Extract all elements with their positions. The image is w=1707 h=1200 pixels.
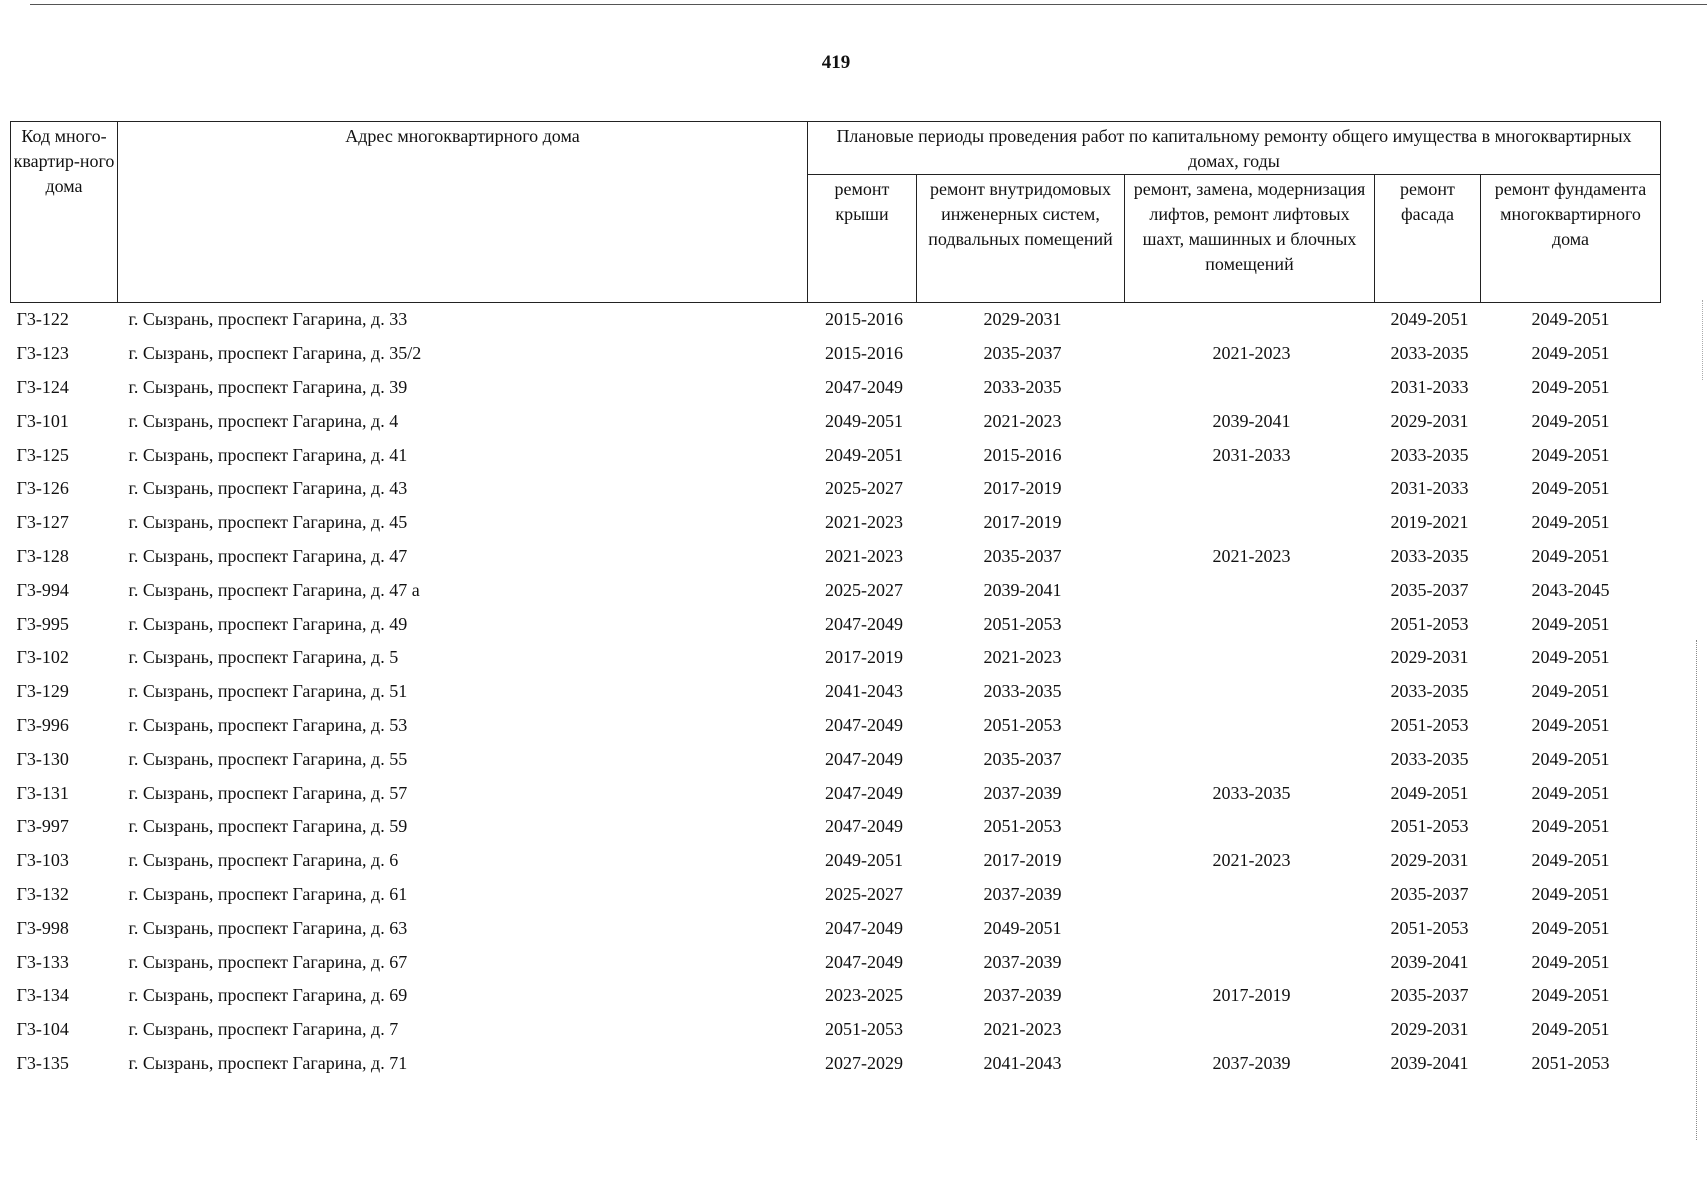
cell-foundation: 2049-2051 <box>1531 545 1610 566</box>
cell-code: Г3-131 <box>16 782 69 803</box>
table-row <box>11 438 1661 472</box>
cell-address: г. Сызрань, проспект Гагарина, д. 47 а <box>128 579 420 600</box>
cell-roof: 2027-2029 <box>825 1052 903 1073</box>
cell-lifts <box>1125 573 1375 607</box>
table-row <box>11 1013 1661 1047</box>
cell-facade: 2049-2051 <box>1390 782 1469 803</box>
cell-lifts <box>1125 675 1375 709</box>
table-row <box>11 303 1661 337</box>
cell-roof: 2049-2051 <box>825 410 903 431</box>
cell-lifts <box>1125 945 1375 979</box>
table-row <box>11 675 1661 709</box>
cell-code: Г3-130 <box>16 748 69 769</box>
cell-code: Г3-133 <box>16 951 69 972</box>
cell-roof: 2015-2016 <box>825 309 903 330</box>
cell-address: г. Сызрань, проспект Гагарина, д. 59 <box>128 816 408 837</box>
cell-foundation: 2049-2051 <box>1531 444 1610 465</box>
cell-facade: 2035-2037 <box>1390 985 1469 1006</box>
table-row <box>11 337 1661 371</box>
header-address: Адрес многоквартирного дома <box>118 122 808 303</box>
cell-code: Г3-997 <box>16 816 69 837</box>
table-row <box>11 371 1661 405</box>
cell-code: Г3-123 <box>16 343 69 364</box>
cell-code: Г3-101 <box>16 410 69 431</box>
cell-lifts <box>1125 810 1375 844</box>
cell-address: г. Сызрань, проспект Гагарина, д. 35/2 <box>128 343 422 364</box>
cell-foundation: 2049-2051 <box>1531 748 1610 769</box>
cell-foundation: 2049-2051 <box>1531 816 1610 837</box>
top-rule <box>30 4 1707 5</box>
cell-systems: 2017-2019 <box>983 512 1062 533</box>
cell-lifts <box>1125 607 1375 641</box>
cell-facade: 2051-2053 <box>1390 714 1469 735</box>
table-row <box>11 540 1661 574</box>
cell-lifts <box>1125 742 1375 776</box>
cell-lifts: 2021-2023 <box>1212 545 1291 566</box>
cell-lifts: 2039-2041 <box>1212 410 1291 431</box>
cell-facade: 2035-2037 <box>1390 883 1469 904</box>
cell-lifts: 2017-2019 <box>1212 985 1291 1006</box>
cell-systems: 2037-2039 <box>983 985 1062 1006</box>
table-row <box>11 472 1661 506</box>
cell-systems: 2051-2053 <box>983 714 1062 735</box>
cell-systems: 2051-2053 <box>983 613 1062 634</box>
cell-lifts: 2033-2035 <box>1212 782 1291 803</box>
cell-foundation: 2049-2051 <box>1531 343 1610 364</box>
cell-facade: 2039-2041 <box>1390 1052 1469 1073</box>
cell-roof: 2021-2023 <box>825 545 903 566</box>
cell-facade: 2029-2031 <box>1390 410 1469 431</box>
table-row <box>11 945 1661 979</box>
header-lifts: ремонт, замена, модернизация лифтов, ремонт лифтовых шахт, машинных и блочных помещений <box>1125 175 1375 303</box>
cell-roof: 2023-2025 <box>825 985 903 1006</box>
cell-systems: 2021-2023 <box>983 647 1062 668</box>
cell-address: г. Сызрань, проспект Гагарина, д. 71 <box>128 1052 408 1073</box>
cell-facade: 2019-2021 <box>1390 512 1469 533</box>
cell-code: Г3-126 <box>16 478 69 499</box>
table-row <box>11 979 1661 1013</box>
table-row <box>11 742 1661 776</box>
cell-facade: 2035-2037 <box>1390 579 1469 600</box>
cell-roof: 2049-2051 <box>825 850 903 871</box>
cell-roof: 2025-2027 <box>825 883 903 904</box>
cell-foundation: 2051-2053 <box>1531 1052 1610 1073</box>
cell-roof: 2047-2049 <box>825 714 903 735</box>
cell-code: Г3-129 <box>16 681 69 702</box>
cell-code: Г3-104 <box>16 1019 69 1040</box>
cell-lifts: 2021-2023 <box>1212 850 1291 871</box>
cell-address: г. Сызрань, проспект Гагарина, д. 45 <box>128 512 408 533</box>
cell-foundation: 2049-2051 <box>1531 376 1610 397</box>
cell-address: г. Сызрань, проспект Гагарина, д. 4 <box>128 410 399 431</box>
repair-schedule-table <box>10 121 1661 1080</box>
table-body <box>11 303 1661 1081</box>
header-code: Код много-квартир-ного дома <box>11 122 118 303</box>
cell-code: Г3-135 <box>16 1052 69 1073</box>
cell-roof: 2047-2049 <box>825 951 903 972</box>
cell-systems: 2037-2039 <box>983 883 1062 904</box>
cell-address: г. Сызрань, проспект Гагарина, д. 57 <box>128 782 408 803</box>
cell-foundation: 2049-2051 <box>1531 512 1610 533</box>
table-row <box>11 911 1661 945</box>
cell-lifts <box>1125 506 1375 540</box>
cell-foundation: 2049-2051 <box>1531 309 1610 330</box>
cell-address: г. Сызрань, проспект Гагарина, д. 6 <box>128 850 399 871</box>
cell-roof: 2025-2027 <box>825 579 903 600</box>
cell-systems: 2021-2023 <box>983 410 1062 431</box>
cell-systems: 2017-2019 <box>983 850 1062 871</box>
cell-address: г. Сызрань, проспект Гагарина, д. 61 <box>128 883 408 904</box>
cell-roof: 2051-2053 <box>825 1019 903 1040</box>
cell-address: г. Сызрань, проспект Гагарина, д. 63 <box>128 917 408 938</box>
table-header <box>11 122 1661 303</box>
header-systems: ремонт внутридомовых инженерных систем, подвальных помещений <box>917 175 1125 303</box>
table-row <box>11 607 1661 641</box>
cell-address: г. Сызрань, проспект Гагарина, д. 51 <box>128 681 408 702</box>
cell-code: Г3-124 <box>16 376 69 397</box>
cell-facade: 2031-2033 <box>1390 376 1469 397</box>
cell-facade: 2051-2053 <box>1390 613 1469 634</box>
cell-facade: 2049-2051 <box>1390 309 1469 330</box>
cell-code: Г3-998 <box>16 917 69 938</box>
table-row <box>11 709 1661 743</box>
cell-address: г. Сызрань, проспект Гагарина, д. 69 <box>128 985 408 1006</box>
cell-foundation: 2049-2051 <box>1531 410 1610 431</box>
cell-code: Г3-132 <box>16 883 69 904</box>
cell-roof: 2017-2019 <box>825 647 903 668</box>
cell-foundation: 2049-2051 <box>1531 883 1610 904</box>
cell-lifts <box>1125 911 1375 945</box>
cell-systems: 2035-2037 <box>983 545 1062 566</box>
cell-roof: 2047-2049 <box>825 376 903 397</box>
cell-foundation: 2049-2051 <box>1531 917 1610 938</box>
cell-systems: 2037-2039 <box>983 782 1062 803</box>
cell-address: г. Сызрань, проспект Гагарина, д. 53 <box>128 714 408 735</box>
table-row <box>11 573 1661 607</box>
cell-address: г. Сызрань, проспект Гагарина, д. 43 <box>128 478 408 499</box>
cell-systems: 2039-2041 <box>983 579 1062 600</box>
cell-systems: 2037-2039 <box>983 951 1062 972</box>
cell-lifts <box>1125 371 1375 405</box>
header-foundation: ремонт фундамента многоквартирного дома <box>1481 175 1661 303</box>
cell-code: Г3-128 <box>16 545 69 566</box>
cell-systems: 2035-2037 <box>983 748 1062 769</box>
cell-systems: 2051-2053 <box>983 816 1062 837</box>
cell-roof: 2047-2049 <box>825 748 903 769</box>
cell-code: Г3-994 <box>16 579 69 600</box>
cell-lifts: 2037-2039 <box>1212 1052 1291 1073</box>
cell-roof: 2021-2023 <box>825 512 903 533</box>
cell-roof: 2015-2016 <box>825 343 903 364</box>
cell-facade: 2051-2053 <box>1390 816 1469 837</box>
scan-edge-mark <box>1702 300 1703 380</box>
cell-code: Г3-102 <box>16 647 69 668</box>
cell-facade: 2029-2031 <box>1390 1019 1469 1040</box>
cell-lifts <box>1125 303 1375 337</box>
cell-systems: 2015-2016 <box>983 444 1062 465</box>
cell-systems: 2049-2051 <box>983 917 1062 938</box>
cell-roof: 2047-2049 <box>825 782 903 803</box>
cell-roof: 2041-2043 <box>825 681 903 702</box>
cell-systems: 2035-2037 <box>983 343 1062 364</box>
cell-code: Г3-127 <box>16 512 69 533</box>
cell-address: г. Сызрань, проспект Гагарина, д. 39 <box>128 376 408 397</box>
cell-address: г. Сызрань, проспект Гагарина, д. 5 <box>128 647 399 668</box>
cell-systems: 2029-2031 <box>983 309 1062 330</box>
cell-address: г. Сызрань, проспект Гагарина, д. 33 <box>128 309 408 330</box>
cell-address: г. Сызрань, проспект Гагарина, д. 47 <box>128 545 408 566</box>
cell-roof: 2047-2049 <box>825 816 903 837</box>
cell-facade: 2033-2035 <box>1390 444 1469 465</box>
cell-code: Г3-125 <box>16 444 69 465</box>
cell-foundation: 2049-2051 <box>1531 985 1610 1006</box>
cell-address: г. Сызрань, проспект Гагарина, д. 41 <box>128 444 408 465</box>
table-row <box>11 776 1661 810</box>
table-row <box>11 506 1661 540</box>
cell-facade: 2033-2035 <box>1390 681 1469 702</box>
cell-facade: 2033-2035 <box>1390 545 1469 566</box>
cell-systems: 2033-2035 <box>983 681 1062 702</box>
cell-foundation: 2049-2051 <box>1531 850 1610 871</box>
cell-facade: 2029-2031 <box>1390 850 1469 871</box>
cell-lifts: 2021-2023 <box>1212 343 1291 364</box>
cell-code: Г3-134 <box>16 985 69 1006</box>
cell-roof: 2049-2051 <box>825 444 903 465</box>
cell-address: г. Сызрань, проспект Гагарина, д. 55 <box>128 748 408 769</box>
cell-lifts <box>1125 641 1375 675</box>
cell-roof: 2047-2049 <box>825 917 903 938</box>
header-facade: ремонт фасада <box>1375 175 1481 303</box>
table-row <box>11 641 1661 675</box>
cell-facade: 2033-2035 <box>1390 748 1469 769</box>
table-row <box>11 810 1661 844</box>
cell-systems: 2041-2043 <box>983 1052 1062 1073</box>
cell-facade: 2029-2031 <box>1390 647 1469 668</box>
cell-roof: 2025-2027 <box>825 478 903 499</box>
table-row <box>11 1047 1661 1081</box>
cell-foundation: 2049-2051 <box>1531 714 1610 735</box>
cell-lifts: 2031-2033 <box>1212 444 1291 465</box>
cell-systems: 2033-2035 <box>983 376 1062 397</box>
cell-foundation: 2049-2051 <box>1531 647 1610 668</box>
cell-address: г. Сызрань, проспект Гагарина, д. 67 <box>128 951 408 972</box>
cell-code: Г3-996 <box>16 714 69 735</box>
cell-roof: 2047-2049 <box>825 613 903 634</box>
cell-address: г. Сызрань, проспект Гагарина, д. 49 <box>128 613 408 634</box>
cell-code: Г3-103 <box>16 850 69 871</box>
cell-address: г. Сызрань, проспект Гагарина, д. 7 <box>128 1019 399 1040</box>
cell-facade: 2051-2053 <box>1390 917 1469 938</box>
header-roof: ремонт крыши <box>808 175 917 303</box>
cell-foundation: 2049-2051 <box>1531 478 1610 499</box>
scan-edge-mark <box>1696 640 1697 1140</box>
cell-foundation: 2049-2051 <box>1531 613 1610 634</box>
header-periods: Плановые периоды проведения работ по капитальному ремонту общего имущества в многоквартирных домах, годы <box>808 122 1661 175</box>
cell-lifts <box>1125 709 1375 743</box>
table-row <box>11 878 1661 912</box>
cell-foundation: 2049-2051 <box>1531 1019 1610 1040</box>
cell-facade: 2039-2041 <box>1390 951 1469 972</box>
cell-facade: 2031-2033 <box>1390 478 1469 499</box>
cell-systems: 2021-2023 <box>983 1019 1062 1040</box>
cell-lifts <box>1125 472 1375 506</box>
cell-foundation: 2043-2045 <box>1531 579 1610 600</box>
cell-code: Г3-995 <box>16 613 69 634</box>
cell-foundation: 2049-2051 <box>1531 951 1610 972</box>
table-row <box>11 404 1661 438</box>
cell-systems: 2017-2019 <box>983 478 1062 499</box>
cell-foundation: 2049-2051 <box>1531 681 1610 702</box>
cell-code: Г3-122 <box>16 309 69 330</box>
cell-lifts <box>1125 1013 1375 1047</box>
cell-facade: 2033-2035 <box>1390 343 1469 364</box>
page-number: 419 <box>821 52 851 73</box>
cell-lifts <box>1125 878 1375 912</box>
cell-foundation: 2049-2051 <box>1531 782 1610 803</box>
table-row <box>11 844 1661 878</box>
